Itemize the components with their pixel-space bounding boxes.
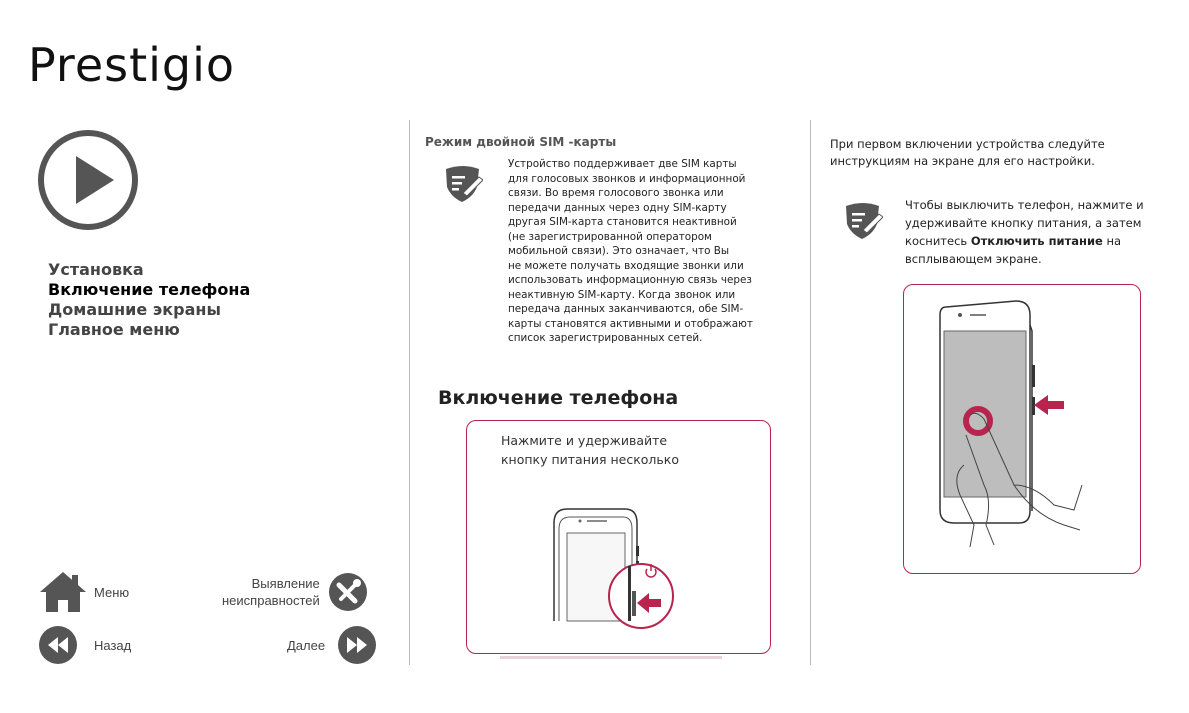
- sim-line: список зарегистрированных сетей.: [508, 332, 703, 344]
- sim-line: связи. Во время голосового звонка или: [508, 187, 724, 199]
- next-button[interactable]: [287, 625, 377, 665]
- intro-line: При первом включении устройства следуйте: [830, 137, 1105, 151]
- arrow-icon: [1034, 395, 1064, 415]
- sim-line: карты становятся активными и отображают: [508, 317, 753, 330]
- sim-line: для голосовых звонков и информационной: [508, 172, 746, 185]
- home-icon: [38, 570, 88, 614]
- sim-line: передачи данных через одну SIM-карту: [508, 201, 727, 214]
- brand-logo: Prestigio: [28, 38, 236, 92]
- toc-item-home-screens[interactable]: Домашние экраны: [48, 300, 221, 319]
- sim-line: (не зарегистрированной оператором: [508, 230, 712, 243]
- phone-side-illustration: [467, 421, 770, 653]
- menu-button[interactable]: [38, 570, 129, 614]
- toc-item-power-on[interactable]: Включение телефона: [48, 280, 251, 299]
- instruction-line: кнопку питания несколько: [501, 452, 679, 467]
- power-on-illustration: [466, 420, 771, 654]
- note-line: Чтобы выключить телефон, нажмите и: [905, 198, 1144, 212]
- note-pencil-icon: [843, 200, 883, 240]
- sim-line: использовать информационную связь через: [508, 274, 752, 286]
- sim-line: другая SIM-карта становится неактивной: [508, 216, 737, 228]
- back-button[interactable]: [38, 625, 131, 665]
- sim-line: Устройство поддерживает две SIM карты: [508, 158, 737, 170]
- rewind-icon: [38, 625, 78, 665]
- menu-label: Меню: [94, 584, 130, 600]
- troubleshoot-label-1: Выявление: [251, 576, 320, 591]
- note-line: всплывающем экране.: [905, 252, 1042, 266]
- note-line: удерживайте кнопку питания, а затем: [905, 216, 1142, 230]
- setup-intro: [830, 136, 1170, 170]
- column-divider-right: [810, 120, 811, 665]
- note-text: на: [1102, 234, 1122, 248]
- forward-icon: [337, 625, 377, 665]
- toc-item-main-menu[interactable]: Главное меню: [48, 320, 180, 339]
- instruction-line: Нажмите и удерживайте: [501, 433, 668, 448]
- sim-body: [508, 157, 808, 346]
- troubleshoot-button[interactable]: [222, 572, 368, 612]
- power-off-term: Отключить питание: [970, 234, 1103, 248]
- back-label: Назад: [94, 637, 132, 653]
- section-title: Включение телефона: [438, 387, 679, 409]
- next-label: Далее: [287, 637, 326, 653]
- sim-heading: Режим двойной SIM -карты: [425, 135, 617, 149]
- note-line-3: [905, 232, 1185, 250]
- troubleshoot-label-2: неисправностей: [222, 593, 320, 608]
- table-of-contents: [48, 260, 250, 340]
- sim-line: неактивную SIM-карту. Когда звонок или: [508, 288, 736, 301]
- frame-shadow: [500, 656, 722, 659]
- intro-line: инструкциям на экране для его настройки.: [830, 154, 1095, 168]
- play-circle-icon[interactable]: [36, 128, 140, 232]
- phone-touch-illustration: [904, 285, 1140, 573]
- power-off-illustration: [903, 284, 1141, 574]
- note-pencil-icon: [443, 163, 483, 203]
- sim-line: не можете получать входящие звонки или: [508, 259, 744, 272]
- note-text: коснитесь: [905, 234, 971, 248]
- column-divider-left: [409, 120, 410, 665]
- tools-icon: [328, 572, 368, 612]
- sim-line: передача данных заканчиваются, обе SIM-: [508, 303, 744, 315]
- toc-item-setup[interactable]: Установка: [48, 260, 144, 279]
- sim-line: мобильной связи). Это означает, что Вы: [508, 245, 730, 257]
- power-off-note: [905, 196, 1185, 268]
